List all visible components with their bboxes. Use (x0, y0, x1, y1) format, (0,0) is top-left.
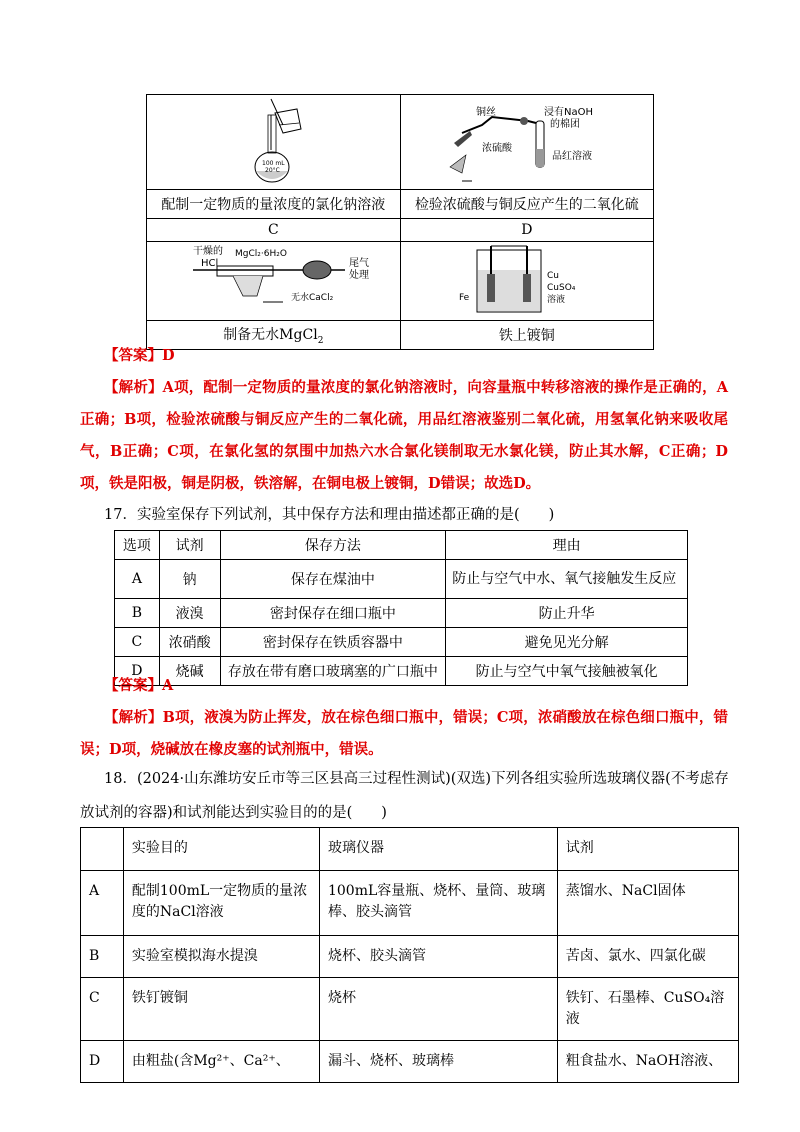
answer-value: D (162, 347, 175, 364)
table-row: B 实验室模拟海水提溴 烧杯、胶头滴管 苦卤、氯水、四氯化碳 (81, 936, 739, 978)
label-naoh-1: 浸有NaOH (543, 107, 593, 118)
label-dry-hcl-2: HCl (201, 258, 219, 269)
table-row: A 配制100mL一定物质的量浓度的NaCl溶液 100mL容量瓶、烧杯、量筒、玻璃棒、胶头滴管 蒸馏水、NaCl固体 (81, 871, 739, 936)
letter-c: C (147, 219, 401, 242)
answer-tag: 【答案】 (104, 677, 162, 694)
th-option: 选项 (115, 531, 160, 560)
label-cacl2: 无水CaCl₂ (291, 293, 334, 303)
table-row: D 烧碱 存放在带有磨口玻璃塞的广口瓶中 防止与空气中氧气接触被氧化 (115, 657, 688, 686)
label-tail-1: 尾气 (349, 258, 370, 269)
th-reagents: 试剂 (557, 828, 738, 871)
label-magenta: 品红溶液 (551, 151, 592, 162)
figure-c-cell (147, 95, 401, 190)
label-solution: 溶液 (546, 295, 565, 305)
table-row: C 浓硝酸 密封保存在铁质容器中 避免见光分解 (115, 628, 688, 657)
q18-stem: 18．(2024·山东潍坊安丘市等三区县高三过程性测试)(双选)下列各组实验所选玻璃仪器(不考虑存放试剂的容器)和试剂能达到实验目的的是( ) (80, 771, 729, 821)
label-hydrate: MgCl₂·6H₂O (235, 249, 288, 259)
table-header-row (81, 828, 739, 871)
analysis-tag: 【解析】 (104, 379, 163, 396)
th-glassware: 玻璃仪器 (319, 828, 557, 871)
th-reason: 理由 (446, 531, 688, 560)
analysis-tag: 【解析】 (104, 709, 163, 726)
q17-stem: 17．实验室保存下列试剂，其中保存方法和理由描述都正确的是( ) (104, 507, 555, 523)
copper-plating-figure (447, 242, 607, 316)
table-row: C 铁钉镀铜 烧杯 铁钉、石墨棒、CuSO₄溶液 (81, 978, 739, 1041)
caption-d: 检验浓硫酸与铜反应产生的二氧化硫 (400, 190, 653, 219)
answer-tag: 【答案】 (104, 347, 162, 364)
figure-e-cell (147, 242, 401, 321)
q16-analysis (80, 372, 728, 500)
label-dry-hcl-1: 干燥的 (193, 246, 224, 257)
so2-test-figure (432, 95, 622, 185)
th-reagent: 试剂 (159, 531, 220, 560)
caption-c: 配制一定物质的量浓度的氯化钠溶液 (147, 190, 401, 219)
q17-answer (104, 670, 704, 702)
mgcl2-prep-figure (173, 242, 373, 316)
q16-answer (104, 340, 704, 372)
q18-table (80, 827, 739, 1083)
figure-f-cell (400, 242, 653, 321)
table-row: D 由粗盐(含Mg²⁺、Ca²⁺、 漏斗、烧杯、玻璃棒 粗食盐水、NaOH溶液、 (81, 1041, 739, 1083)
th-purpose: 实验目的 (123, 828, 319, 871)
caption-e: 制备无水MgCl$_2$ (147, 321, 401, 350)
th-method: 保存方法 (220, 531, 446, 560)
q17-table (114, 530, 688, 686)
analysis-text: B项，液溴为防止挥发，放在棕色细口瓶中，错误；C项，浓硝酸放在棕色细口瓶中，错误；D项，烧碱放在橡皮塞的试剂瓶中，错误。 (80, 709, 729, 758)
label-fe: Fe (458, 293, 470, 303)
flask-label-1: 100 mL (262, 160, 285, 167)
figure-d-cell (400, 95, 653, 190)
table-row: B 液溴 密封保存在细口瓶中 防止升华 (115, 599, 688, 628)
label-cuso4: CuSO₄ (546, 283, 576, 293)
label-tail-2: 处理 (349, 270, 370, 281)
volumetric-flask-figure (213, 95, 333, 185)
analysis-text: A项，配制一定物质的量浓度的氯化钠溶液时，向容量瓶中转移溶液的操作是正确的，A正确；B项，检验浓硫酸与铜反应产生的二氧化硫，用品红溶液鉴别二氧化硫，用氢氧化钠来吸收尾气，B正确；C项，在氯化氢的氛围中加热六水合氯化镁制取无水氯化镁，防止其水解，C正确；D项，铁是阳极，铜是阴极，铁溶解，在铜电极上镀铜，D错误；故选D。 (80, 379, 729, 492)
th-blank (81, 828, 124, 871)
q16-figure-table (146, 94, 654, 350)
label-cu: Cu (546, 271, 559, 281)
answer-value: A (162, 677, 174, 694)
label-naoh-2: 的棉团 (549, 119, 580, 130)
letter-d: D (400, 219, 653, 242)
caption-f: 铁上镀铜 (400, 321, 653, 350)
table-row: A 钠 保存在煤油中 防止与空气中水、氧气接触发生反应 (115, 560, 688, 599)
q17-analysis (80, 702, 728, 766)
flask-label-2: 20°C (265, 167, 281, 174)
label-copper-wire: 铜丝 (475, 107, 496, 118)
table-header-row (115, 531, 688, 560)
label-conc-acid: 浓硫酸 (481, 143, 512, 154)
